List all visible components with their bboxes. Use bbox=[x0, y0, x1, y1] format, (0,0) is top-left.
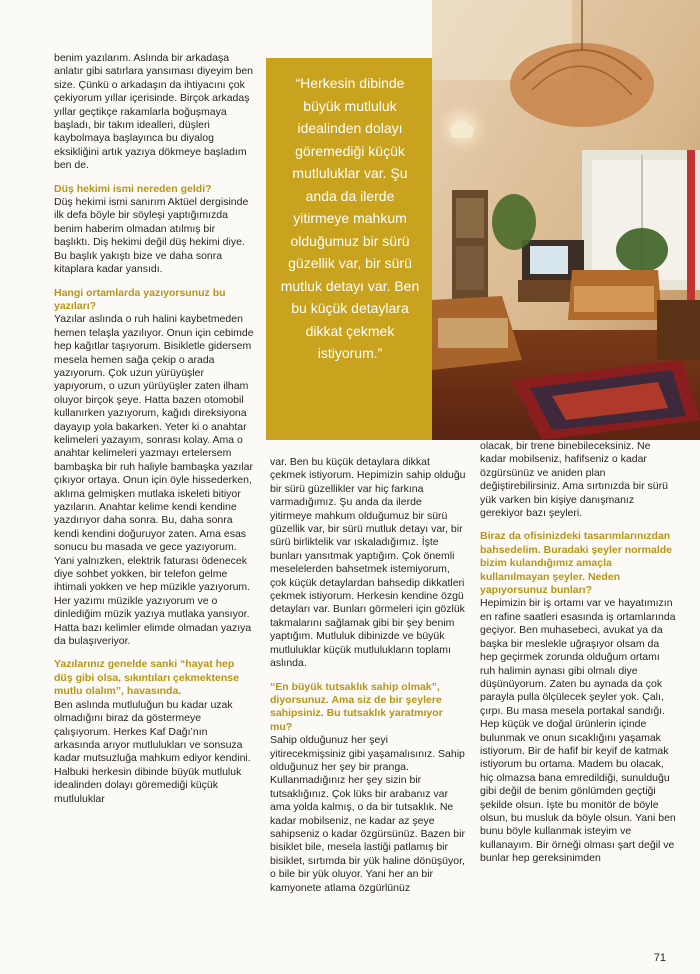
paragraph: Hepimizin bir iş ortamı var ve hayatımızın en rafine saatleri esasında iş ortamlarında geçiyor. Ben muhasebeci, avukat ya da başka bir meslekle uğraşıyor olsam da hep geçirmek zorunda olduğum ortamı ruh halimin aynası gibi olmalı diye düşünüyorum. Zaten bu aynada da çok parayla pulla ölçülecek şeyler yok. Çalı, çırpı. Bu masa mesela portakal sandığı. Hep küçük ve doğal ürünlerin içinde bulunmak ve onun sıcaklığını yaşamak istiyorum. Bir de hafif bir keyif de katmak istiyorum bu ortama. Madem bu olacak, hiç olmazsa bana emredildiği, sunulduğu gibi değil de benim gönlümden geçtiği şekilde olsun. İşte bu monitör de böyle olsun, bu musluk da böyle olsun. Yani ben bunu böyle kullanmak isteyim ve kullanayım. Bir örneği olması şart değil ve bunlar hep gereksinimden bbox=[480, 597, 676, 865]
paragraph: olacak, bir trene binebileceksiniz. Ne kadar mobilseniz, hafifseniz o kadar özgürsünüz ve aniden plan değiştirebilirsiniz. Ama sırtınızda bir sürü yük varken bin kişiye danışmanız gerekiyor bazı şeyleri. bbox=[480, 440, 668, 520]
text-column-1 bbox=[54, 52, 254, 814]
paragraph: Ben aslında mutluluğun bu kadar uzak olmadığını biraz da göstermeye çalışıyorum. Herkes Kaf Dağı’nın arkasında arıyor mutlulukları ve sonsuza kadar mutsuzluğa mahkum ediyor kendini. Halbuki herkesin dibinde büyük mutluluk idealinden dolayı göremediği küçük mutluluklar bbox=[54, 698, 251, 805]
page-number: 71 bbox=[653, 952, 666, 964]
question-heading: Hangi ortamlarda yazıyorsunuz bu yazıları? bbox=[54, 286, 226, 312]
text-column-2 bbox=[270, 456, 466, 903]
paragraph: Sahip olduğunuz her şeyi yitirecekmişsiniz gibi yaşamalısınız. Sahip olduğunuz her şey bir pranga. Kullanmadığınız her şey sizin bir tutsaklığınız. Çok lüks bir arabanız var ama yolda kalmış, o da bir tutsaklık. Ne kadar mobilseniz, ne kadar az şeye sahipseniz o kadar özgürsünüz. Bazen bir bisiklet bile, mesela lastiği patlamış bir bisiklet, sırtımda bir yük haline dönüşüyor, o bile bir yük oluyor. Yani her an bir kamyonete atlama özgürlünüz bbox=[270, 734, 465, 894]
paragraph: benim yazılarım. Aslında bir arkadaşa anlatır gibi satırlara yansıması diyeyim ben size. Çünkü o arkadaşın da ihtiyacını çok çekiyorum yıllar içerisinde. Birçok arkadaş yıllar geçtikçe rakamlarla boğuşmaya başladı, bir takım idealleri, düşleri kaybolmaya başlayınca bu diyalog eksikliğini artık yazıya dökmeye başladım ben de. bbox=[54, 52, 254, 172]
question-heading: Biraz da ofisinizdeki tasarımlarınızdan bahsedelim. Buradaki şeyler normalde bizim kulandığımız amaçla kullanılmayan şeyler. Neden yapıyorsunuz bunları? bbox=[480, 530, 672, 597]
paragraph: Düş hekimi ismi sanırım Aktüel dergisinde ilk defa böyle bir söyleşi yaptığımızda benim haberim olmadan atılmış bir başlıktı. Diş hekimi değil düş hekimi diye. Bu başlık yakıştı bize ve daha sonra kitaplara kadar yansıdı. bbox=[54, 196, 249, 276]
paragraph: var. Ben bu küçük detaylara dikkat çekmek istiyorum. Hepimizin sahip olduğu bir sürü güzellikler var hiç farkına varmadığımız. Şu anda da ilerde yitirmeye mahkum olduğumuz bir sürü güzellik var, bir sürü mutluk detayı var, bir sürü birliktelik var ıskaladığımız. İşte bunları yansıtmak yaptığım. Çok önemli meselelerden bahsetmek istemiyorum, çok küçük detaylardan bahsedip dikkatleri çekmek istiyorum. Herkesin kendine özgü detayları var. Bunları görmeleri için gözlük takmalarını sağlamak gibi bir şey benim yaptığım. Mutluluk dibinizde ve büyük mutluluklar küçük mutlulukların toplamı aslında. bbox=[270, 456, 466, 670]
question-heading: Yazılarınız genelde sanki “hayat hep düş gibi olsa, sıkıntıları çekmektense mutlu olalım”, havasında. bbox=[54, 658, 239, 698]
question-heading: “En büyük tutsaklık sahip olmak”, diyorsunuz. Ama siz de bir şeylere sahipsiniz. Bu tutsaklık yaratmıyor mu? bbox=[270, 680, 443, 733]
pull-quote: “Herkesin dibinde büyük mutluluk idealinden dolayı göremediği küçük mutluluklar var. Şu anda da ilerde yitirmeye mahkum olduğumuz bir sürü güzellik var, bir sürü mutluk detayı var. Ben bu küçük detaylara dikkat çekmek istiyorum.” bbox=[280, 75, 420, 361]
text-column-3 bbox=[480, 440, 676, 874]
living-room-photo bbox=[432, 0, 700, 440]
paragraph: Yazılar aslında o ruh halini kaybetmeden hemen telaşla yazılıyor. Onun için cebimde hep kağıtlar taşıyorum. Bisikletle gidersem mesela hemen sağa çekip o arada yazıyorum. Çok uzun yürüyüşler yapıyorum, o uzun yürüyüşler zaten ilham oluyor birçok şeye. Hatta bazen otomobil kullanırken yazıyorum, kağıdı direksiyona dayayıp yola bakarken. Yeter ki o anahtar kelimeleri yazayım, sonrası kolay. Ama o anahtar kelimeleri yazmayı ertelersem bambaşka bir ruh haliyle bambaşka yazılar çıkıyor ortaya. Onun için öyle hissederken, aklıma gelmişken mutlaka iskeleti bitiyor yazıların. Anahtar kelime kendi kendine yazdırıyor daha sonra. Bu, daha sonra kendi kendini doğuruyor zaten. Ama esas sonucu bu masada ve gece yazıyorum. Yani yalnızken, elektrik faturası ödenecek diye sohbet yokken, bir telefon gelme ihtimali yokken ve hep müzikle yazıyorum. Her yazımı müzikle yazıyorum ve o dinlediğim müzik yazıya mutlaka yansıyor. Hatta bazı kelimler elimde olmadan yazıya da bulaşıveriyor. bbox=[54, 313, 254, 648]
question-heading: Düş hekimi ismi nereden geldi? bbox=[54, 182, 212, 195]
